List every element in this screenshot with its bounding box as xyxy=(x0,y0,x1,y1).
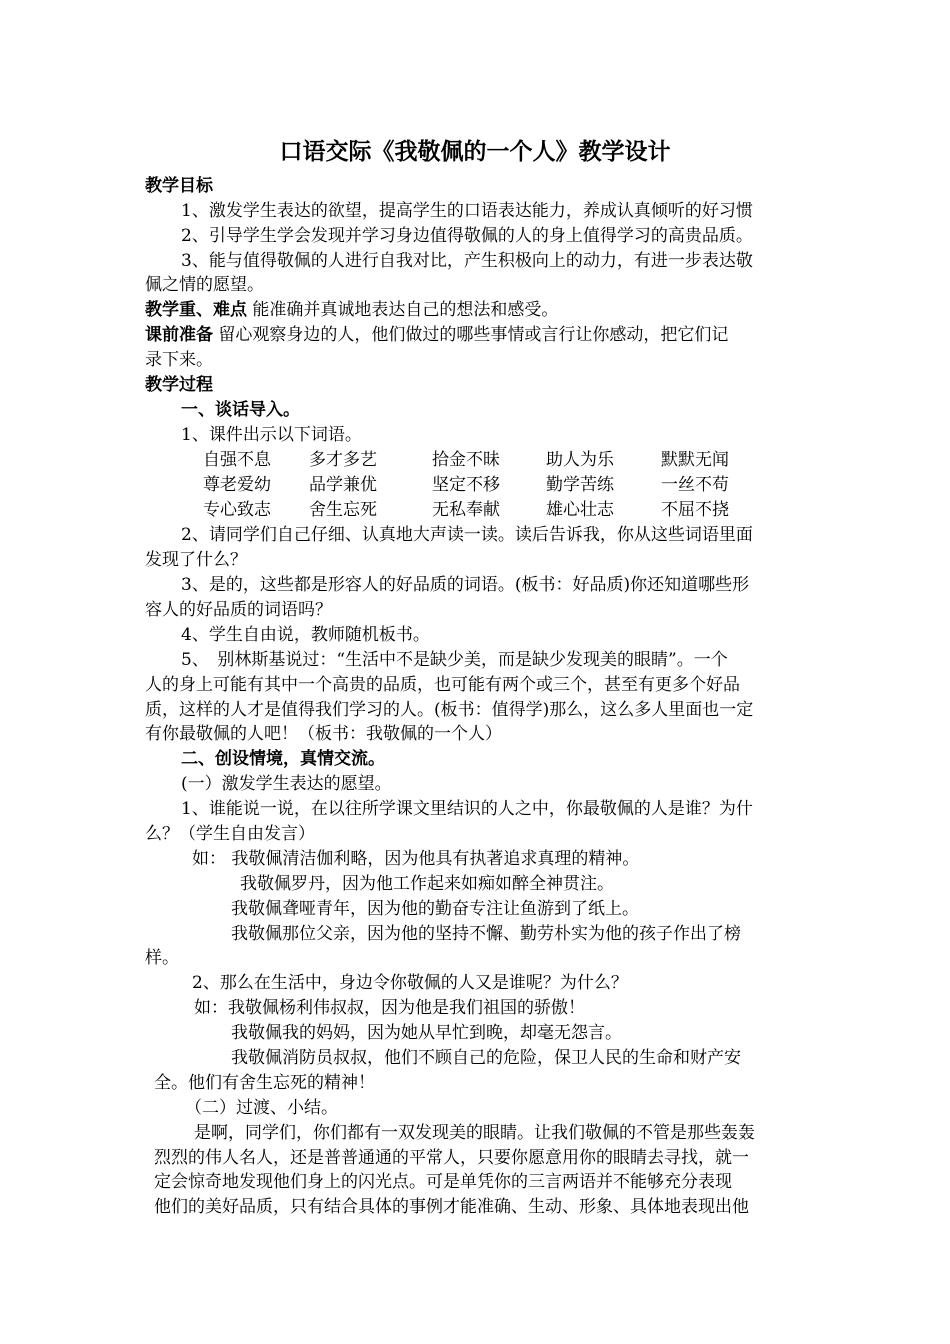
word-cell: 雄心壮志 xyxy=(546,500,614,520)
example-1: 如： 我敬佩清洁伽利略，因为他具有执著追求真理的精神。 xyxy=(192,849,640,869)
prep-heading: 课前准备 xyxy=(145,325,213,345)
life-example-2: 我敬佩我的妈妈，因为她从早忙到晚，却毫无怨言。 xyxy=(231,1023,622,1043)
step-3-line-2: 容人的好品质的词语吗？ xyxy=(145,600,332,620)
example-4-line-2: 样。 xyxy=(145,948,179,968)
word-cell: 助人为乐 xyxy=(546,450,614,470)
word-cell: 自强不息 xyxy=(203,450,271,470)
goal-3-line-2: 佩之情的愿望。 xyxy=(145,275,264,295)
goal-3-line-1: 3、能与值得敬佩的人进行自我对比，产生积极向上的动力，有进一步表达敬 xyxy=(181,251,753,271)
key-points-line xyxy=(145,298,558,322)
step-2-line-2: 发现了什么？ xyxy=(145,550,247,570)
step-5-line-2: 人的身上可能有其中一个高贵的品质，也可能有两个或三个，甚至有更多个好品 xyxy=(145,675,740,695)
step-2-line-1: 2、请同学们自己仔细、认真地大声读一读。读后告诉我，你从这些词语里面 xyxy=(181,525,753,545)
summary-line-2: 烈烈的伟人名人，还是普普通通的平常人，只要你愿意用你的眼睛去寻找，就一 xyxy=(154,1148,749,1168)
key-points-heading: 教学重、难点 xyxy=(145,300,247,320)
life-example-3-line-1: 我敬佩消防员叔叔，他们不顾自己的危险，保卫人民的生命和财产安 xyxy=(231,1048,741,1068)
section-2-heading: 二、创设情境，真情交流。 xyxy=(181,749,385,769)
section-1-heading: 一、谈话导入。 xyxy=(181,400,300,420)
summary-line-1: 是啊，同学们，你们都有一双发现美的眼睛。让我们敬佩的不管是那些轰轰 xyxy=(194,1123,755,1143)
word-cell: 不屈不挠 xyxy=(661,500,729,520)
document-title: 口语交际《我敬佩的一个人》教学设计 xyxy=(279,139,671,165)
word-cell: 舍生忘死 xyxy=(309,500,377,520)
word-cell: 拾金不昧 xyxy=(432,450,500,470)
word-cell: 默默无闻 xyxy=(661,450,729,470)
word-cell: 勤学苦练 xyxy=(546,475,614,495)
step-5-line-4: 有你最敬佩的人吧！（板书：我敬佩的一个人） xyxy=(145,724,502,744)
step-5-line-1: 5、 别林斯基说过：“生活中不是缺少美，而是缺少发现美的眼睛”。一个 xyxy=(181,650,728,670)
step-5-line-3: 质，这样的人才是值得我们学习的人。(板书：值得学)那么，这么多人里面也一定 xyxy=(145,700,754,720)
step-1: 1、课件出示以下词语。 xyxy=(181,425,362,445)
word-cell: 专心致志 xyxy=(203,500,271,520)
prep-line-2: 录下来。 xyxy=(145,350,213,370)
example-4-line-1: 我敬佩那位父亲，因为他的坚持不懈、勤劳朴实为他的孩子作出了榜 xyxy=(231,924,741,944)
subsection-1: (一）激发学生表达的愿望。 xyxy=(181,774,392,794)
subsection-2: （二）过渡、小结。 xyxy=(185,1098,338,1118)
prep-line-1 xyxy=(145,323,728,347)
word-cell: 坚定不移 xyxy=(432,475,500,495)
word-cell: 无私奉献 xyxy=(432,500,500,520)
goal-1: 1、激发学生表达的欲望，提高学生的口语表达能力，养成认真倾听的好习惯 xyxy=(181,201,753,221)
goal-2: 2、引导学生学会发现并学习身边值得敬佩的人的身上值得学习的高贵品质。 xyxy=(181,226,753,246)
prep-text: 留心观察身边的人，他们做过的哪些事情或言行让你感动，把它们记 xyxy=(218,325,729,345)
step-4: 4、学生自由说，教师随机板书。 xyxy=(181,625,430,645)
word-cell: 一丝不苟 xyxy=(661,475,729,495)
question-1-line-1: 1、谁能说一说，在以往所学课文里结识的人之中，你最敬佩的人是谁？为什 xyxy=(181,799,753,819)
key-points-text: 能准确并真诚地表达自己的想法和感受。 xyxy=(252,300,559,320)
word-cell: 品学兼优 xyxy=(309,475,377,495)
process-heading: 教学过程 xyxy=(145,375,213,395)
example-2: 我敬佩罗丹，因为他工作起来如痴如醉全神贯注。 xyxy=(240,874,614,894)
word-cell: 尊老爱幼 xyxy=(203,475,271,495)
summary-line-4: 他们的美好品质，只有结合具体的事例才能准确、生动、形象、具体地表现出他 xyxy=(154,1197,749,1217)
life-example-1: 如：我敬佩杨利伟叔叔，因为他是我们祖国的骄傲！ xyxy=(194,998,585,1018)
step-3-line-1: 3、是的，这些都是形容人的好品质的词语。(板书：好品质)你还知道哪些形 xyxy=(181,575,750,595)
example-3: 我敬佩聋哑青年，因为他的勤奋专注让鱼游到了纸上。 xyxy=(231,899,639,919)
summary-line-3: 定会惊奇地发现他们身上的闪光点。可是单凭你的三言两语并不能够充分表现 xyxy=(154,1172,732,1192)
question-2: 2、那么在生活中，身边令你敬佩的人又是谁呢？为什么？ xyxy=(192,973,628,993)
question-1-line-2: 么？（学生自由发言） xyxy=(145,824,315,844)
goals-heading: 教学目标 xyxy=(145,176,213,196)
life-example-3-line-2: 全。他们有舍生忘死的精神！ xyxy=(154,1073,375,1093)
word-cell: 多才多艺 xyxy=(309,450,377,470)
